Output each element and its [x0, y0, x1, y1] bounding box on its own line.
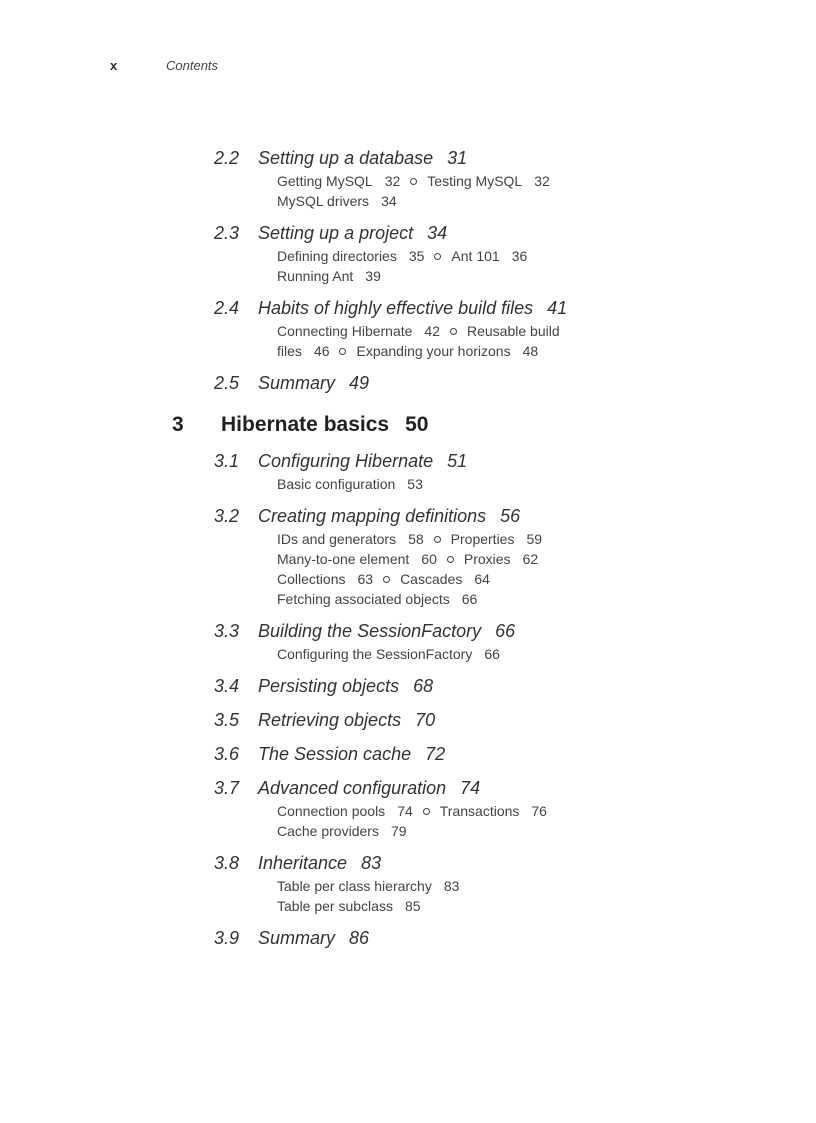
section-page: 72	[425, 744, 446, 764]
page-number: x	[110, 58, 118, 73]
section-number: 3.7	[214, 778, 240, 798]
subsection-line	[277, 246, 816, 266]
subsection-title[interactable]: Cache providers	[277, 823, 379, 839]
subsection-line	[277, 801, 816, 821]
bullet-separator-icon	[423, 808, 430, 815]
subsection-line	[277, 321, 816, 341]
bullet-separator-icon	[434, 536, 441, 543]
section-number: 2.3	[214, 223, 240, 243]
section-title[interactable]: Setting up a project 34	[258, 223, 448, 243]
subsection-title[interactable]: Testing MySQL	[427, 173, 523, 189]
subsection-line	[277, 821, 816, 841]
subsection-page: 58	[408, 531, 424, 547]
subsection-line	[277, 529, 816, 549]
subsection-page: 48	[522, 343, 539, 359]
subsection-title[interactable]: Configuring the SessionFactory	[277, 646, 473, 662]
toc-section-2-3[interactable]	[0, 221, 816, 286]
subsection-page: 66	[461, 591, 478, 607]
section-title[interactable]: Advanced configuration 74	[258, 778, 481, 798]
section-number: 2.5	[214, 373, 240, 393]
subsection-page: 64	[474, 571, 490, 587]
subsection-list	[258, 529, 816, 609]
toc-section-3-2[interactable]	[0, 504, 816, 609]
subsection-page: 66	[484, 646, 500, 662]
subsection-page: 83	[443, 878, 460, 894]
section-number: 3.4	[214, 676, 240, 696]
subsection-list	[258, 876, 816, 916]
subsection-page: 46	[313, 343, 330, 359]
toc-section-3-1[interactable]	[0, 449, 816, 494]
section-number: 3.8	[214, 853, 240, 873]
section-title[interactable]: Summary 49	[258, 373, 370, 393]
section-page: 51	[447, 451, 468, 471]
section-page: 86	[349, 928, 370, 948]
subsection-title[interactable]: Expanding your horizons	[356, 343, 511, 359]
section-number: 2.4	[214, 298, 240, 318]
subsection-title[interactable]: Many-to-one element	[277, 551, 410, 567]
subsection-title[interactable]: Basic configuration	[277, 476, 396, 492]
chapter-page: 50	[405, 413, 429, 436]
subsection-title[interactable]: MySQL drivers	[277, 193, 370, 209]
toc-chapter-3[interactable]	[0, 411, 816, 439]
toc-section-3-3[interactable]	[0, 619, 816, 664]
subsection-title[interactable]: files	[277, 343, 302, 359]
subsection-page: 85	[404, 898, 421, 914]
section-title[interactable]: Summary 86	[258, 928, 370, 948]
subsection-title[interactable]: Proxies	[463, 551, 511, 567]
subsection-list	[258, 246, 816, 286]
subsection-page: 60	[421, 551, 437, 567]
subsection-title[interactable]: Defining directories	[277, 248, 397, 264]
section-page: 74	[460, 778, 481, 798]
subsection-title[interactable]: Connection pools	[277, 803, 386, 819]
subsection-page: 79	[390, 823, 407, 839]
subsection-line	[277, 474, 816, 494]
subsection-title[interactable]: Table per subclass	[277, 898, 393, 914]
section-number: 3.5	[214, 710, 240, 730]
subsection-line	[277, 191, 816, 211]
subsection-page: 76	[531, 803, 547, 819]
subsection-title[interactable]: Getting MySQL	[277, 173, 373, 189]
subsection-title[interactable]: Connecting Hibernate	[277, 323, 413, 339]
bullet-separator-icon	[450, 328, 457, 335]
section-title[interactable]: Setting up a database 31	[258, 148, 468, 168]
bullet-separator-icon	[410, 178, 417, 185]
toc-section-3-9[interactable]	[0, 926, 816, 950]
page-header	[110, 58, 218, 73]
section-number: 3.2	[214, 506, 240, 526]
subsection-line	[277, 589, 816, 609]
bullet-separator-icon	[339, 348, 346, 355]
section-title[interactable]: Inheritance 83	[258, 853, 382, 873]
subsection-page: 39	[365, 268, 381, 284]
section-title[interactable]: Retrieving objects 70	[258, 710, 436, 730]
section-page: 83	[361, 853, 382, 873]
table-of-contents	[0, 146, 816, 950]
section-page: 70	[415, 710, 436, 730]
subsection-title[interactable]: IDs and generators	[277, 531, 397, 547]
subsection-title[interactable]: Running Ant	[277, 268, 354, 284]
subsection-title[interactable]: Cascades	[400, 571, 463, 587]
subsection-line	[277, 569, 816, 589]
section-title[interactable]: The Session cache 72	[258, 744, 446, 764]
subsection-page: 32	[534, 173, 550, 189]
section-title[interactable]: Persisting objects 68	[258, 676, 434, 696]
subsection-line	[277, 644, 816, 664]
section-title[interactable]: Building the SessionFactory 66	[258, 621, 516, 641]
subsection-page: 74	[397, 803, 413, 819]
toc-section-3-6[interactable]	[0, 742, 816, 766]
bullet-separator-icon	[383, 576, 390, 583]
subsection-page: 63	[357, 571, 374, 587]
section-number: 3.3	[214, 621, 240, 641]
subsection-list	[258, 474, 816, 494]
section-number: 3.1	[214, 451, 240, 471]
section-page: 34	[427, 223, 448, 243]
section-title[interactable]: Habits of highly effective build files 41	[258, 298, 568, 318]
section-page: 68	[413, 676, 434, 696]
section-number: 3.6	[214, 744, 240, 764]
subsection-page: 32	[384, 173, 401, 189]
subsection-title[interactable]: Fetching associated objects	[277, 591, 450, 607]
toc-section-2-2[interactable]	[0, 146, 816, 211]
section-page: 49	[349, 373, 370, 393]
subsection-line	[277, 341, 816, 361]
subsection-line	[277, 876, 816, 896]
section-page: 56	[500, 506, 521, 526]
subsection-title[interactable]: Collections	[277, 571, 346, 587]
subsection-page: 53	[407, 476, 423, 492]
subsection-page: 34	[381, 193, 397, 209]
subsection-page: 62	[522, 551, 539, 567]
subsection-page: 42	[424, 323, 440, 339]
toc-section-3-8[interactable]	[0, 851, 816, 916]
chapter-number: 3	[172, 413, 184, 436]
subsection-title[interactable]: Transactions	[439, 803, 520, 819]
subsection-page: 35	[408, 248, 425, 264]
bullet-separator-icon	[447, 556, 454, 563]
subsection-line	[277, 896, 816, 916]
toc-section-3-5[interactable]	[0, 708, 816, 732]
subsection-page: 36	[511, 248, 528, 264]
section-number: 3.9	[214, 928, 240, 948]
toc-section-3-4[interactable]	[0, 674, 816, 698]
section-page: 31	[447, 148, 468, 168]
subsection-list	[258, 171, 816, 211]
subsection-line	[277, 266, 816, 286]
subsection-line	[277, 171, 816, 191]
subsection-title[interactable]: Reusable build	[467, 323, 560, 339]
subsection-line	[277, 549, 816, 569]
section-page: 41	[547, 298, 568, 318]
subsection-list	[258, 644, 816, 664]
subsection-title[interactable]: Table per class hierarchy	[277, 878, 432, 894]
toc-section-2-5[interactable]	[0, 371, 816, 395]
subsection-title[interactable]: Properties	[450, 531, 515, 547]
subsection-page: 59	[526, 531, 543, 547]
toc-section-3-7[interactable]	[0, 776, 816, 841]
subsection-title[interactable]: Ant 101	[451, 248, 500, 264]
section-number: 2.2	[214, 148, 240, 168]
section-title[interactable]: Creating mapping definitions 56	[258, 506, 521, 526]
section-title[interactable]: Configuring Hibernate 51	[258, 451, 468, 471]
chapter-title[interactable]: Hibernate basics 50	[221, 413, 429, 436]
bullet-separator-icon	[434, 253, 441, 260]
section-page: 66	[495, 621, 516, 641]
subsection-list	[258, 801, 816, 841]
running-head: Contents	[166, 58, 219, 73]
subsection-list	[258, 321, 816, 361]
toc-section-2-4[interactable]	[0, 296, 816, 361]
